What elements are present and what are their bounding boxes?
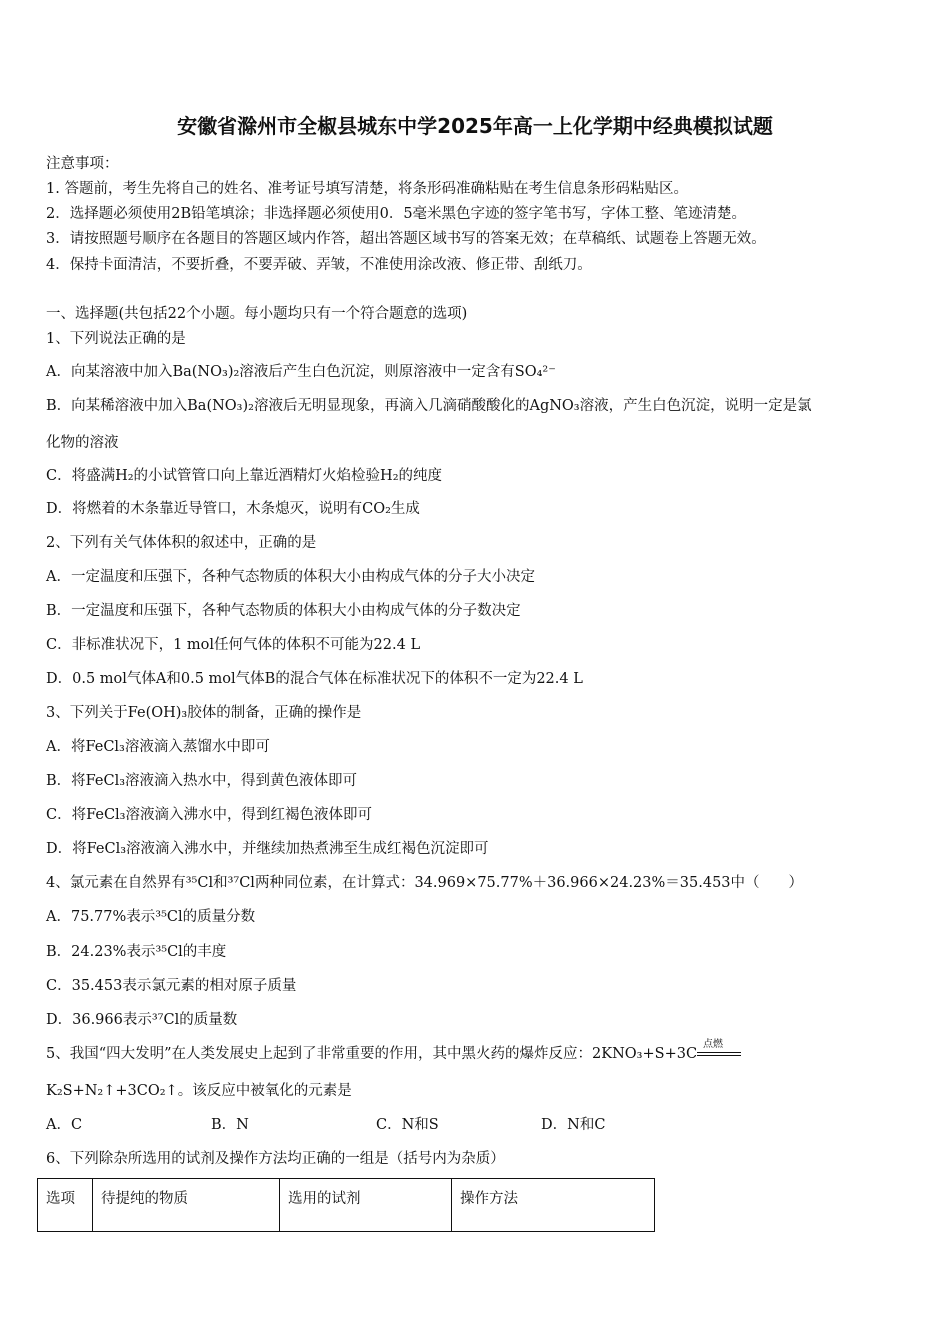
- q3-option-a: A．将FeCl₃溶液滴入蒸馏水中即可: [46, 739, 270, 755]
- section-heading: 一、选择题(共包括22个小题。每小题均只有一个符合题意的选项): [46, 306, 468, 322]
- q4-option-a: A．75.77%表示³⁵Cl的质量分数: [46, 909, 256, 925]
- q5-options: [46, 1113, 706, 1134]
- q2-option-a: A．一定温度和压强下，各种气态物质的体积大小由构成气体的分子大小决定: [46, 569, 535, 585]
- q2-stem: 2、下列有关气体体积的叙述中，正确的是: [46, 535, 317, 551]
- q5-option-c: C．N和S: [376, 1117, 439, 1133]
- table-header-cell: 选项: [38, 1179, 93, 1232]
- q1-stem: 1、下列说法正确的是: [46, 331, 186, 347]
- q5-option-a: A．C: [46, 1117, 83, 1133]
- q1-option-b-line2: 化物的溶液: [46, 435, 119, 451]
- notice-heading: 注意事项：: [46, 156, 119, 172]
- q4-stem: 4、氯元素在自然界有³⁵Cl和³⁷Cl两种同位素，在计算式：34.969×75.77%＋36.966×24.23%＝35.453中（ ）: [46, 875, 804, 891]
- notice-item-2: 2．选择题必须使用2B铅笔填涂；非选择题必须使用0．5毫米黑色字迹的签字笔书写，字体工整、笔迹清楚。: [46, 206, 747, 222]
- table-header-cell: 待提纯的物质: [93, 1179, 280, 1232]
- q3-stem: 3、下列关于Fe(OH)₃胶体的制备，正确的操作是: [46, 705, 362, 721]
- q5-option-d: D．N和C: [541, 1117, 606, 1133]
- q3-option-d: D．将FeCl₃溶液滴入沸水中，并继续加热煮沸至生成红褐色沉淀即可: [46, 841, 489, 857]
- q5-option-b: B．N: [211, 1117, 249, 1133]
- ignite-condition-arrow: [697, 1039, 741, 1061]
- q5-stem-text: 5、我国“四大发明”在人类发展史上起到了非常重要的作用，其中黑火药的爆炸反应：2KNO₃+S+3C: [46, 1046, 698, 1062]
- ignite-label: 点燃: [703, 1039, 724, 1050]
- q3-option-b: B．将FeCl₃溶液滴入热水中，得到黄色液体即可: [46, 773, 358, 789]
- q3-option-c: C．将FeCl₃溶液滴入沸水中，得到红褐色液体即可: [46, 807, 372, 823]
- q4-option-b: B．24.23%表示³⁵Cl的丰度: [46, 944, 227, 960]
- q4-option-c: C．35.453表示氯元素的相对原子质量: [46, 978, 297, 994]
- notice-item-3: 3．请按照题号顺序在各题目的答题区域内作答，超出答题区域书写的答案无效；在草稿纸、试题卷上答题无效。: [46, 231, 766, 247]
- page-title: 安徽省滁州市全椒县城东中学2025年高一上化学期中经典模拟试题: [177, 114, 773, 138]
- table-header-cell: 操作方法: [452, 1179, 655, 1232]
- notice-item-1: 1. 答题前，考生先将自己的姓名、准考证号填写清楚，将条形码准确粘贴在考生信息条形码粘贴区。: [46, 181, 688, 197]
- q5-stem-line1: [46, 1039, 741, 1063]
- q6-table: [37, 1178, 655, 1232]
- q1-option-c: C．将盛满H₂的小试管管口向上靠近酒精灯火焰检验H₂的纯度: [46, 468, 443, 484]
- q2-option-b: B．一定温度和压强下，各种气态物质的体积大小由构成气体的分子数决定: [46, 603, 521, 619]
- q2-option-d: D．0.5 mol气体A和0.5 mol气体B的混合气体在标准状况下的体积不一定为22.4 L: [46, 671, 583, 687]
- q5-stem-line2: K₂S+N₂↑+3CO₂↑。该反应中被氧化的元素是: [46, 1083, 352, 1099]
- q1-option-a: A．向某溶液中加入Ba(NO₃)₂溶液后产生白色沉淀，则原溶液中一定含有SO₄²⁻: [46, 364, 556, 380]
- q6-stem: 6、下列除杂所选用的试剂及操作方法均正确的一组是（括号内为杂质）: [46, 1151, 505, 1167]
- table-header-cell: 选用的试剂: [280, 1179, 452, 1232]
- q1-option-d: D．将燃着的木条靠近导管口，木条熄灭，说明有CO₂生成: [46, 501, 420, 517]
- q1-option-b-line1: B．向某稀溶液中加入Ba(NO₃)₂溶液后无明显现象，再滴入几滴硝酸酸化的AgNO₃溶液，产生白色沉淀，说明一定是氯: [46, 398, 812, 414]
- notice-item-4: 4．保持卡面清洁，不要折叠，不要弄破、弄皱，不准使用涂改液、修正带、刮纸刀。: [46, 257, 592, 273]
- q2-option-c: C．非标准状况下，1 mol任何气体的体积不可能为22.4 L: [46, 637, 421, 653]
- q4-option-d: D．36.966表示³⁷Cl的质量数: [46, 1012, 238, 1028]
- table-header-row: [38, 1179, 655, 1232]
